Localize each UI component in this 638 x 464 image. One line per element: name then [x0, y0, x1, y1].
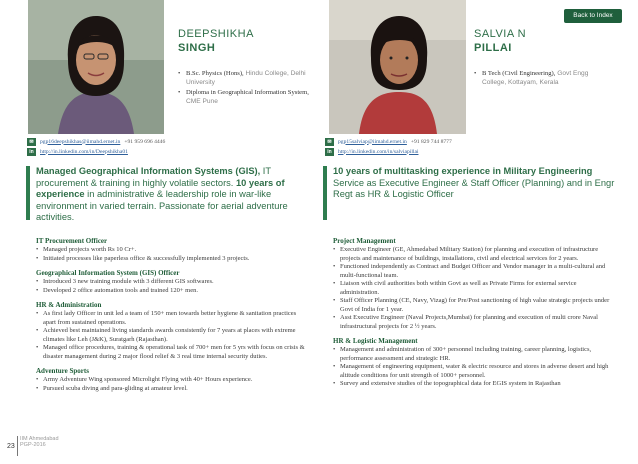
email-icon: ✉	[27, 138, 36, 146]
section-title: HR & Administration	[36, 301, 102, 309]
left-phone: +91 959 696 4446	[124, 138, 166, 145]
left-summary-bar	[26, 166, 30, 220]
list-item: • Survey and extensive studies of the topographical data for EGIS system in Rajasthan	[333, 380, 615, 389]
right-last-name: PILLAI	[474, 42, 512, 54]
left-edu-item-1: • B.Sc. Physics (Hons), Hindu College, Delhi University	[178, 70, 318, 87]
section-title: IT Procurement Officer	[36, 237, 108, 245]
list-item: • Functioned independently as Contract and Budget Officer and Vendor manager in a multi-cultural and multi-functional team.	[333, 263, 615, 280]
linkedin-icon: in	[27, 148, 36, 156]
left-experience	[36, 237, 308, 399]
right-contact	[325, 137, 615, 157]
list-item: • Army Adventure Wing sponsored Microlight Flying with 40+ Hours experience.	[36, 376, 308, 385]
right-phone: +91 829 744 8777	[410, 138, 452, 145]
right-name	[474, 27, 526, 55]
left-education	[178, 70, 318, 108]
left-linkedin-link[interactable]: http://in.linkedin.com/in/Deepshikha01	[40, 148, 128, 155]
right-first-name: SALVIA N	[474, 28, 527, 40]
footer-school: IIM Ahmedabad	[20, 436, 59, 442]
left-edu-item-2: • Diploma in Geographical Information System, CME Pune	[178, 89, 318, 106]
section-title: Geographical Information System (GIS) Officer	[36, 269, 180, 277]
left-summary: Managed Geographical Information Systems (GIS), IT procurement & training in highly volatile sectors. 10 years of experience in administrative & leadership role in war-like environment in varied terrain. Passionate for aerial adventure activities.	[36, 166, 288, 223]
list-item: • Introduced 3 new training module with 3 different GIS softwares.	[36, 278, 308, 287]
right-summary: 10 years of multitasking experience in Military Engineering Service as Executive Engineer & Staff Officer (Planning) and in Engr Regt as HR & Logistic Officer	[333, 166, 615, 200]
left-contact	[27, 137, 317, 157]
deepshikha-photo	[28, 0, 164, 134]
list-item: • Asst Executive Engineer (Naval Projects,Mumbai) for planning and execution of multi crore Naval infrastructural projects for 2 ½ years.	[333, 314, 615, 331]
left-email-link[interactable]: pgp16deepshikhas@iimahd.ernet.in	[40, 138, 121, 145]
list-item: • Executive Engineer (GE, Ahmedabad Military Station) for planning and execution of infrastructure projects and maintenance of buildings, installations, civil and electrical services for 2 years.	[333, 246, 615, 263]
section-title: Project Management	[333, 237, 396, 245]
left-linkedin-row	[27, 147, 317, 157]
footer-divider	[17, 436, 18, 456]
left-name	[178, 27, 254, 55]
right-email-row	[325, 137, 615, 147]
salvia-photo	[329, 0, 466, 134]
back-to-index-button[interactable]: Back to Index	[564, 9, 622, 23]
list-item: • Developed 2 office automation tools and trained 120+ men.	[36, 287, 308, 296]
list-item: • As first lady Officer in unit led a team of 150+ men towards better hygiene & sanitation practices apart from sustained operations.	[36, 310, 308, 327]
left-last-name: SINGH	[178, 42, 216, 54]
section-title: HR & Logistic Management	[333, 337, 418, 345]
right-education	[474, 70, 614, 89]
section-title: Adventure Sports	[36, 367, 89, 375]
list-item: • Management and administration of 300+ personnel including training, career planning, logistics, performance assessment and strategic HR.	[333, 346, 615, 363]
right-linkedin-link[interactable]: http://in.linkedin.com/in/salviapillai	[338, 148, 419, 155]
left-email-row	[27, 137, 317, 147]
right-experience	[333, 237, 615, 395]
page-number: 23	[7, 443, 15, 450]
list-item: • Pursued scuba diving and para-gliding at amateur level.	[36, 385, 308, 394]
footer-text	[20, 436, 59, 448]
list-item: • Managed office procedures, training & operational task of 700+ men for 5 yrs with focus on crisis & disaster management during 2 major flood relief & 3 real time internal security duties.	[36, 344, 308, 361]
left-first-name: DEEPSHIKHA	[178, 28, 254, 40]
right-edu-item-1: • B Tech (Civil Engineering), Govt Engg College, Kottayam, Kerala	[474, 70, 614, 87]
footer-batch: PGP-2016	[20, 442, 46, 448]
list-item: • Staff Officer Planning (CE, Navy, Vizag) for Pre/Post sanctioning of high value strategic projects under Govt of India for 1 year.	[333, 297, 615, 314]
list-item: • Achieved best maintained living standards awards consistently for 7 years at places with extreme climates like Leh (J&K), Suratgarh (Rajasthan).	[36, 327, 308, 344]
list-item: • Initiated processes like paperless office & successfully implemented 3 projects.	[36, 255, 308, 264]
list-item: • Management of engineering equipment, water & electric resource and stores in adverse desert and high altitude conditions for unit strength of 1000+ personnel.	[333, 363, 615, 380]
linkedin-icon: in	[325, 148, 334, 156]
email-icon: ✉	[325, 138, 334, 146]
right-linkedin-row	[325, 147, 615, 157]
list-item: • Liaison with civil authorities both within Govt as well as Private Firms for external service administration.	[333, 280, 615, 297]
list-item: • Managed projects worth Rs 10 Cr+.	[36, 246, 308, 255]
right-summary-bar	[323, 166, 327, 220]
right-email-link[interactable]: pgp15salviap@iimahd.ernet.in	[338, 138, 407, 145]
